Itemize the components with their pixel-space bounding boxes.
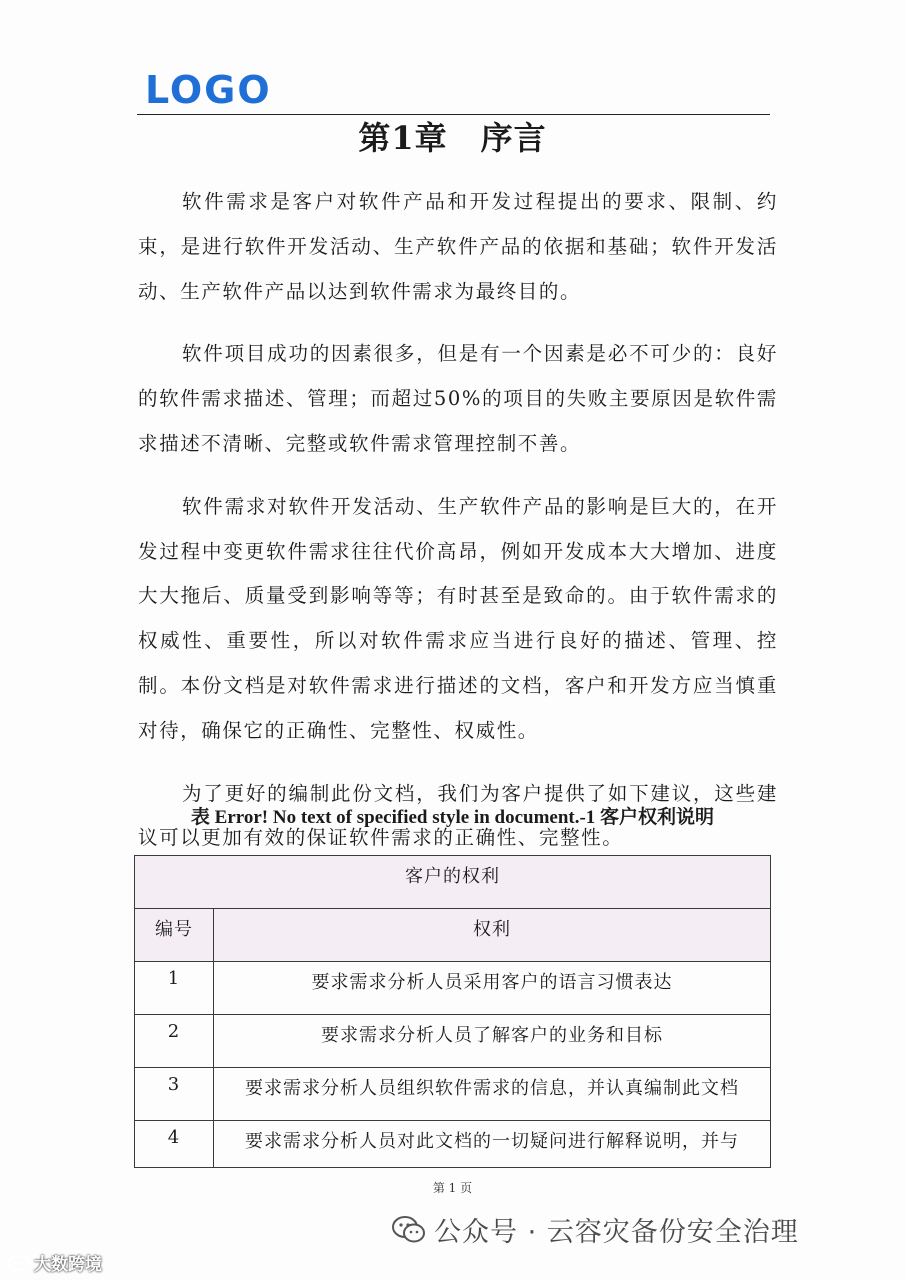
table-row xyxy=(135,1068,771,1121)
column-header-row xyxy=(135,909,771,962)
header-rule xyxy=(137,114,770,115)
brand-text: 大数跨境 xyxy=(34,1255,102,1275)
paragraph-3: 软件需求对软件开发活动、生产软件产品的影响是巨大的，在开发过程中变更软件需求往往代价高昂，例如开发成本大大增加、进度大大拖后、质量受到影响等等；有时甚至是致命的。由于软件需求的权威性、重要性，所以对软件需求应当进行良好的描述、管理、控制。本份文档是对软件需求进行描述的文档，客户和开发方应当慎重对待，确保它的正确性、完整性、权威性。 xyxy=(138,494,778,742)
column-header-number: 编号 xyxy=(135,909,214,962)
row-text: 要求需求分析人员了解客户的业务和目标 xyxy=(214,1015,771,1068)
brand-icon xyxy=(8,1255,30,1271)
table-row xyxy=(135,1015,771,1068)
paragraph-4: 为了更好的编制此份文档，我们为客户提供了如下建议，这些建议可以更加有效的保证软件需求的正确性、完整性。 xyxy=(138,781,778,850)
row-text: 要求需求分析人员采用客户的语言习惯表达 xyxy=(214,962,771,1015)
page-footer: 第 1 页 xyxy=(432,1181,473,1195)
row-number: 1 xyxy=(135,962,214,1015)
table-header-row xyxy=(135,856,771,909)
table-row xyxy=(135,962,771,1015)
row-number: 4 xyxy=(135,1121,214,1168)
row-number: 2 xyxy=(135,1015,214,1068)
table-header: 客户的权利 xyxy=(135,856,771,909)
brand-badge xyxy=(8,1250,102,1275)
row-text: 要求需求分析人员组织软件需求的信息，并认真编制此文档 xyxy=(214,1068,771,1121)
body-text xyxy=(138,180,778,879)
customer-rights-table xyxy=(134,855,771,1168)
paragraph-2: 软件项目成功的因素很多，但是有一个因素是必不可少的：良好的软件需求描述、管理；而超过50%的项目的失败主要原因是软件需求描述不清晰、完整或软件需求管理控制不善。 xyxy=(138,342,778,455)
wechat-icon xyxy=(392,1215,426,1245)
row-number: 3 xyxy=(135,1068,214,1121)
paragraph-1: 软件需求是客户对软件产品和开发过程提出的要求、限制、约束，是进行软件开发活动、生产软件产品的依据和基础；软件开发活动、生产软件产品以达到软件需求为最终目的。 xyxy=(138,190,778,303)
table-row xyxy=(135,1121,771,1168)
column-header-right: 权利 xyxy=(214,909,771,962)
watermark-text: 公众号 · 云容灾备份安全治理 xyxy=(434,1217,799,1248)
chapter-title: 第1章 序言 xyxy=(358,119,547,157)
table-caption: 表 Error! No text of specified style in document.-1 客户权利说明 xyxy=(190,807,715,828)
logo: LOGO xyxy=(145,68,272,112)
row-text: 要求需求分析人员对此文档的一切疑问进行解释说明，并与 xyxy=(214,1121,771,1168)
wechat-watermark xyxy=(392,1210,799,1249)
